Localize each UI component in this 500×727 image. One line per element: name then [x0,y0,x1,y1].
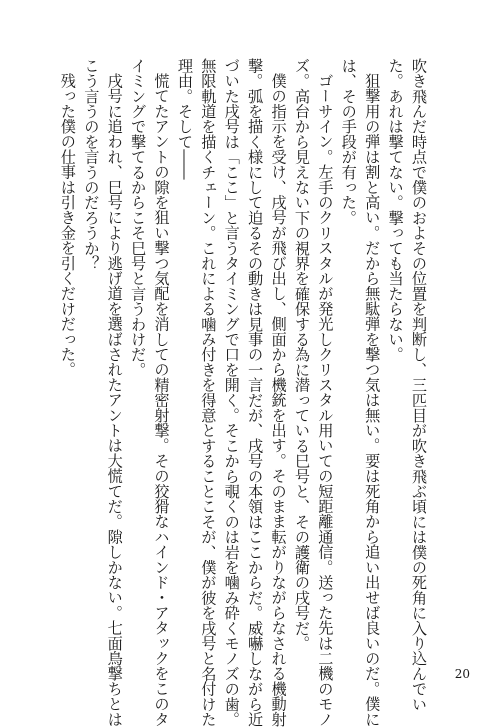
text-line: イミングで撃てるからこそ巳号と言うわけだ。 [129,58,148,378]
text-line: 無限軌道を描くチェーン。これによる噛み付きを得意とすることこそが、僕が彼を戌号と名付けた [199,58,218,727]
text-line: 残った僕の仕事は引き金を引くだけだった。 [58,73,77,378]
body-text [56,58,431,727]
text-line: こう言うのを言うのだろうか？ [82,58,101,271]
page-number: 20 [454,667,470,681]
text-line: 戌号に追われ、巳号により逃げ道を選ばされたアントは大慌てだ。隙しかない。七面鳥撃ちとは [105,73,124,727]
text-line: づいた戌号は「ここ」と言うタイミングで口を開く。そこから覗くのは岩を噛み砕くモノズの歯。 [222,58,241,727]
text-line: 撃。弧を描く様にして迫るその動きは見事の一言だが、戌号の本領はここからだ。威嚇しながら近 [246,58,265,727]
text-line: 慌てたアントの隙を狙い撃つ気配を消しての精密射撃。その狡猾なハインド・アタックをこのタ [152,73,171,727]
text-line: 僕の指示を受け、戌号が飛び出し、側面から機銃を出す。そのまま転がりながらなされる機動射 [269,73,288,727]
text-line: 狙撃用の弾は割と高い。だから無駄弾を撃つ気は無い。要は死角から追い出せば良いのだ。僕に [363,73,382,727]
text-line: ズ。高台から見えない下の視界を確保する為に潜っている巳号と、その護衛の戌号だ。 [292,58,311,651]
text-line: は、その手段が有った。 [339,58,358,226]
text-line: た。あれは撃てない。撃っても当たらない。 [386,58,405,362]
text-line: ゴーサイン。左手のクリスタルが発光しクリスタル用いての短距離通信。送った先は二機のモノ [316,73,335,727]
text-line: 吹き飛んだ時点で僕のおよその位置を判断し、三匹目が吹き飛ぶ頃には僕の死角に入り込んでい [410,58,428,712]
text-line: 理由。そして―― [175,58,194,180]
